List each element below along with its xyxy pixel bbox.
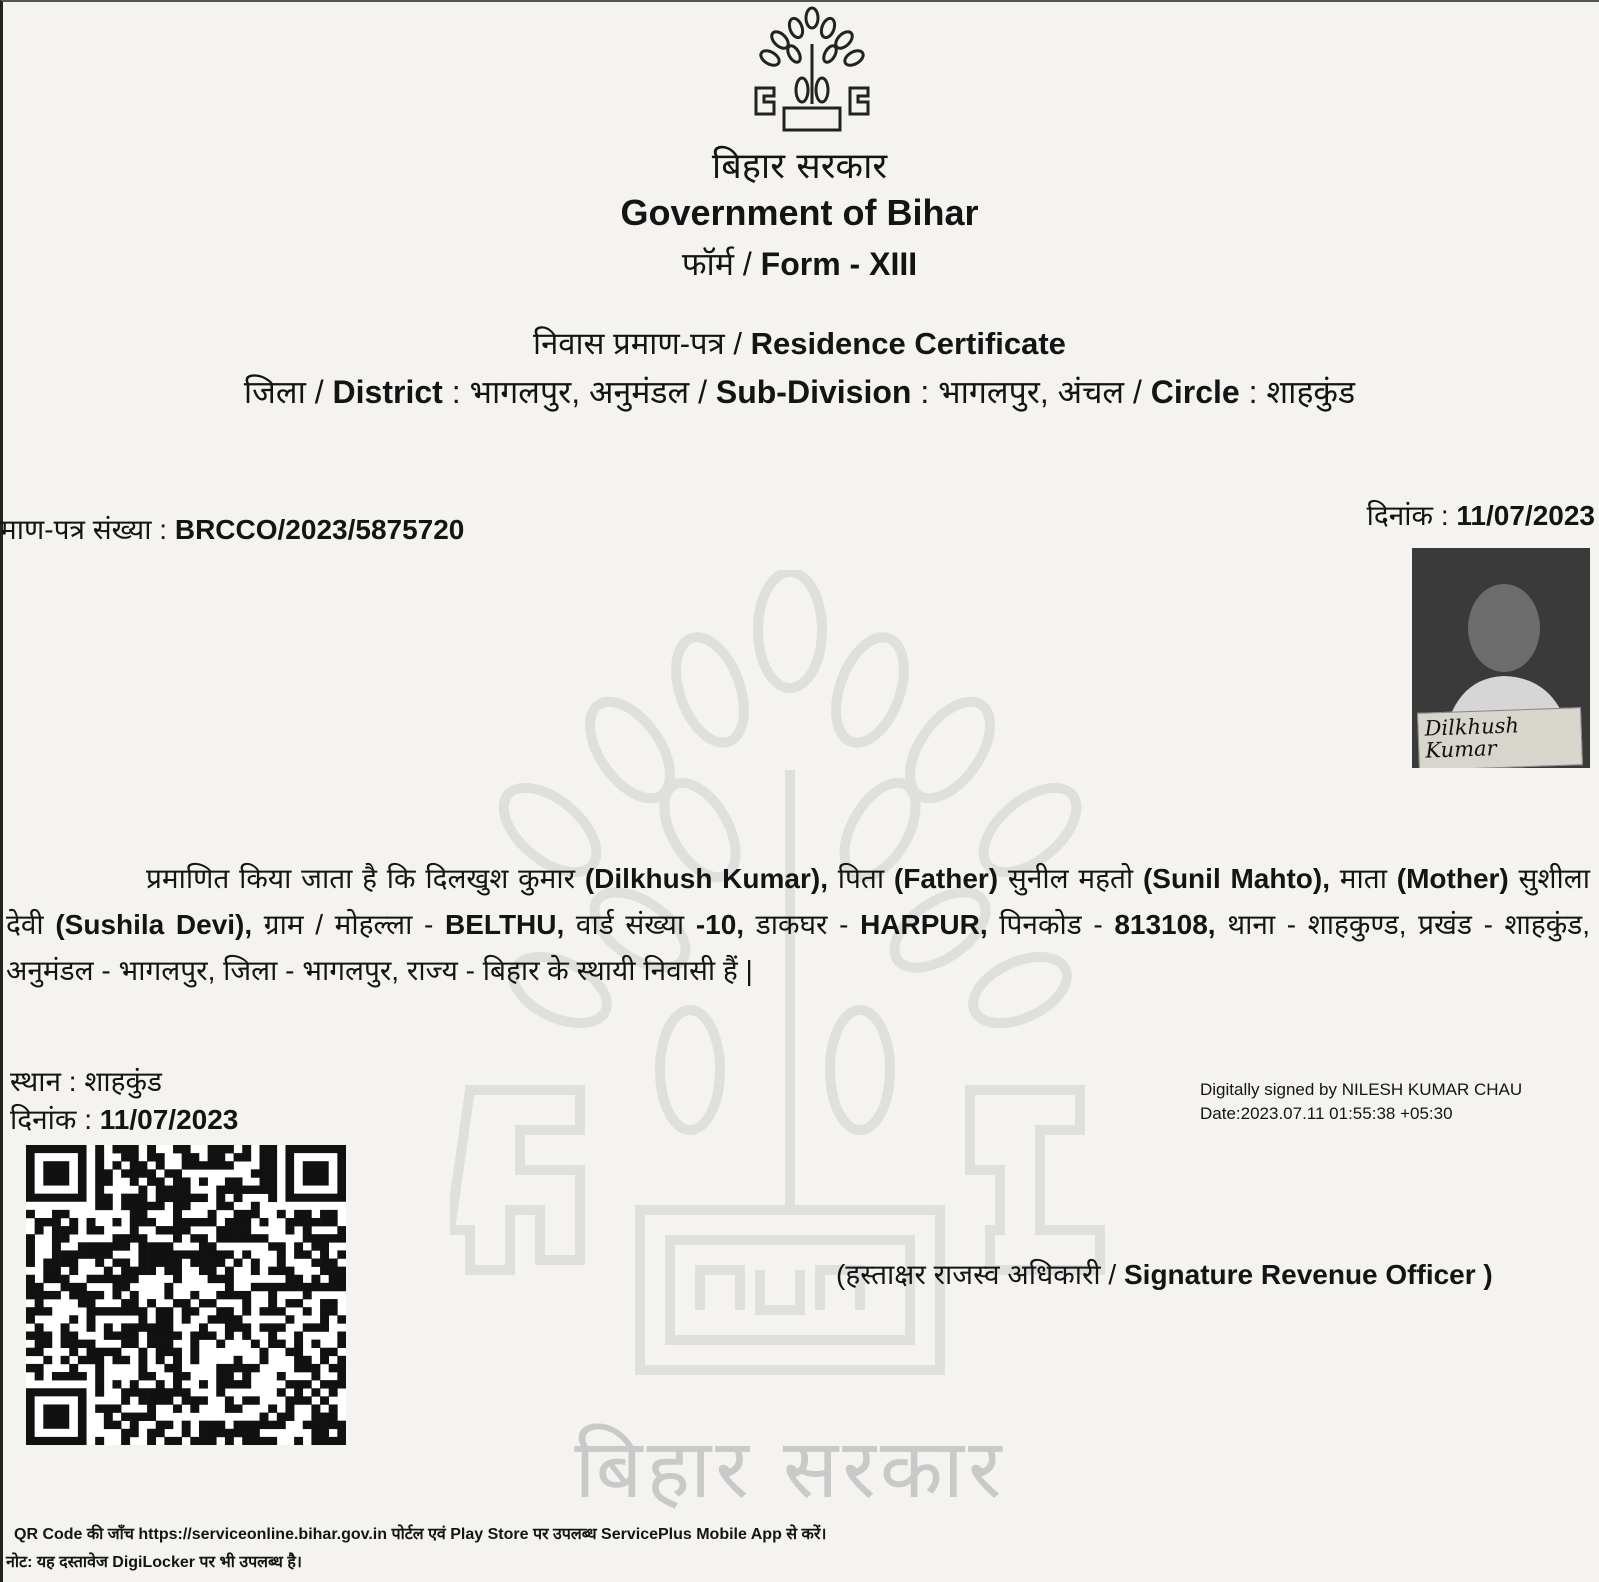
form-number <box>0 242 1599 285</box>
place-date-label: दिनांक : <box>10 1104 100 1135</box>
pincode: 813108, <box>1114 909 1216 940</box>
body-part-9: पिनकोड - <box>987 909 1115 940</box>
certificate-body <box>6 856 1590 994</box>
father-label: (Father) <box>893 863 999 894</box>
body-part-10: थाना - शाहकुण्ड, प्रखंड - शाहकुंड, अनुमंडल - भागलपुर, जिला - भागलपुर, राज्य - बिहार के स्थायी निवासी हैं | <box>6 909 1590 986</box>
body-part-5: सुशीला देवी <box>6 863 1590 940</box>
signature-hindi: (हस्ताक्षर राजस्व अधिकारी <box>836 1259 1101 1290</box>
signature-english: Signature Revenue Officer ) <box>1124 1259 1493 1290</box>
subdivision-label: Sub-Division <box>715 374 912 410</box>
subdivision-separator: / <box>689 374 716 410</box>
mother-name-english: (Sushila Devi), <box>55 909 253 940</box>
circle-hindi: अंचल <box>1057 374 1125 410</box>
place-date-line <box>10 1100 238 1138</box>
certificate-title <box>0 322 1599 364</box>
circle-value: : शाहकुंड <box>1239 374 1356 410</box>
watermark-text: बिहार सरकार <box>574 1422 1006 1517</box>
body-part-3: सुनील महतो <box>998 863 1143 894</box>
circle-separator: / <box>1124 374 1151 410</box>
body-part-2: पिता <box>827 863 894 894</box>
district-hindi: जिला <box>243 374 306 410</box>
title-hindi: निवास प्रमाण-पत्र <box>533 326 725 361</box>
body-part-8: डाकघर - <box>744 909 861 940</box>
photo-caption-line1: Dilkhush <box>1424 713 1520 741</box>
body-part-7: वार्ड संख्या <box>564 909 696 940</box>
footer-digilocker-note: नोट: यह दस्तावेज DigiLocker पर भी उपलब्ध है। <box>6 1554 302 1571</box>
ward-number: -10, <box>695 909 745 940</box>
signature-separator: / <box>1100 1259 1124 1290</box>
title-english: Residence Certificate <box>750 326 1066 361</box>
title-separator: / <box>724 326 751 361</box>
photo-caption <box>1417 707 1583 768</box>
issue-date <box>1367 496 1595 534</box>
body-part-1: प्रमाणित किया जाता है कि दिलखुश कुमार <box>146 863 585 894</box>
father-name-english: (Sunil Mahto), <box>1142 863 1331 894</box>
header-hindi-title: बिहार सरकार <box>711 146 888 187</box>
header-english-title: Government of Bihar <box>620 192 979 233</box>
body-part-4: माता <box>1330 863 1397 894</box>
digital-signature-date: Date:2023.07.11 01:55:38 +05:30 <box>1200 1104 1453 1123</box>
circle-label: Circle <box>1150 374 1240 410</box>
qr-code-icon[interactable] <box>26 1145 346 1445</box>
officer-signature-label <box>836 1255 1493 1293</box>
place-date-value: 11/07/2023 <box>99 1104 239 1135</box>
issue-date-value: 11/07/2023 <box>1456 500 1595 531</box>
district-value: : भागलपुर, <box>442 374 590 410</box>
digital-signature-signer: Digitally signed by NILESH KUMAR CHAU <box>1200 1080 1523 1099</box>
district-label: District <box>332 374 443 410</box>
post-office: HARPUR, <box>860 909 988 940</box>
form-separator: / <box>733 246 761 282</box>
issue-date-label: दिनांक : <box>1366 500 1449 531</box>
subdivision-hindi: अनुमंडल <box>589 374 690 410</box>
place-line: स्थान : शाहकुंड <box>10 1066 162 1097</box>
applicant-photo <box>1412 548 1590 768</box>
village-name: BELTHU, <box>445 909 565 940</box>
applicant-name-english: (Dilkhush Kumar), <box>584 863 828 894</box>
form-hindi: फॉर्म <box>681 246 734 282</box>
form-english: Form - XIII <box>760 246 918 282</box>
district-line <box>0 370 1599 413</box>
subdivision-value: : भागलपुर, <box>911 374 1058 410</box>
certificate-number <box>0 510 464 548</box>
district-separator: / <box>305 374 333 410</box>
body-part-6: ग्राम / मोहल्ला - <box>252 909 446 940</box>
digital-signature <box>1200 1078 1522 1126</box>
mother-label: (Mother) <box>1396 863 1509 894</box>
certificate-number-value: BRCCO/2023/5875720 <box>174 514 465 545</box>
bihar-emblem-icon <box>748 4 876 132</box>
certificate-number-label: माण-पत्र संख्या : <box>0 514 168 545</box>
footer-qr-note: QR Code की जाँच https://serviceonline.bihar.gov.in पोर्टल एवं Play Store पर उपलब्ध ServicePlus Mobile App से करें। <box>14 1526 827 1543</box>
photo-caption-line2: Kumar <box>1424 736 1497 763</box>
